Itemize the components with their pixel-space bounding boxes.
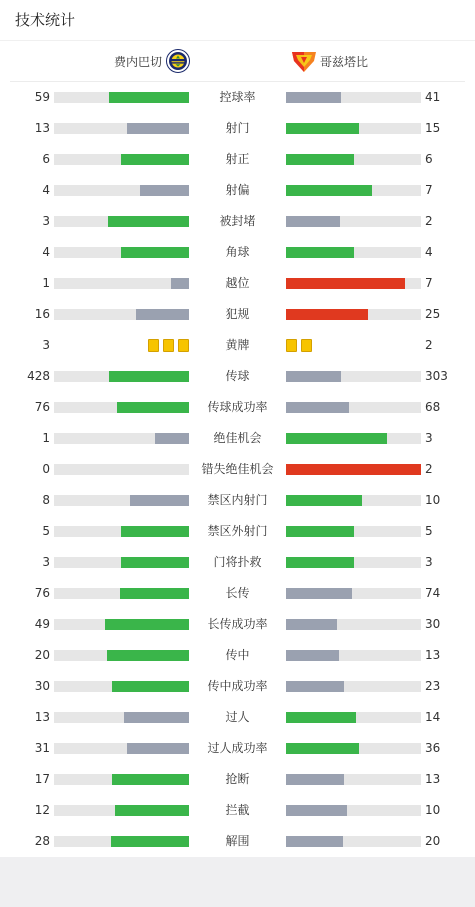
home-stat-bar-fill <box>111 836 189 847</box>
home-stat-value: 76 <box>34 586 50 600</box>
stat-row <box>0 237 475 268</box>
home-stat-bar-track <box>54 712 189 723</box>
home-stat-value: 28 <box>34 834 50 848</box>
away-stat-bar-fill <box>286 154 354 165</box>
away-stat-bar-fill <box>286 433 387 444</box>
stat-row <box>0 578 475 609</box>
stat-row <box>0 175 475 206</box>
away-stat-bar-fill <box>286 185 372 196</box>
stat-row <box>0 671 475 702</box>
goztepe-crest-icon <box>290 49 318 73</box>
stat-label: 传球 <box>225 369 250 383</box>
away-stat-value: 5 <box>425 524 433 538</box>
home-stat-value: 30 <box>34 679 50 693</box>
home-stat-bar-track <box>54 619 189 630</box>
away-stat-bar-track <box>286 433 421 444</box>
away-stat-value: 2 <box>425 214 433 228</box>
stat-row <box>0 764 475 795</box>
stat-label: 射正 <box>225 152 250 166</box>
home-stat-value: 4 <box>42 245 50 259</box>
home-stat-value: 3 <box>42 214 50 228</box>
home-stat-bar-track <box>54 805 189 816</box>
yellow-card-icon <box>286 339 297 352</box>
home-stat-bar-track <box>54 588 189 599</box>
away-stat-bar-fill <box>286 309 368 320</box>
stat-label: 传球成功率 <box>207 400 268 414</box>
away-stat-bar-fill <box>286 402 349 413</box>
away-stat-value: 6 <box>425 152 433 166</box>
home-stat-bar-fill <box>121 154 189 165</box>
home-stat-value: 3 <box>42 338 50 352</box>
home-stat-value: 20 <box>34 648 50 662</box>
teams-header <box>0 41 475 81</box>
home-stat-bar-track <box>54 185 189 196</box>
home-stat-bar-fill <box>140 185 189 196</box>
away-stat-value: 15 <box>425 121 441 135</box>
stat-label: 抢断 <box>225 772 250 786</box>
stat-row <box>0 547 475 578</box>
home-stat-bar-track <box>54 464 189 475</box>
away-stat-bar-fill <box>286 557 354 568</box>
home-stat-bar-fill <box>107 650 189 661</box>
home-stat-bar-fill <box>112 774 189 785</box>
away-stat-value: 41 <box>425 90 441 104</box>
yellow-card-icon <box>178 339 189 352</box>
away-stat-bar-track <box>286 681 421 692</box>
stat-row <box>0 82 475 113</box>
home-stat-bar-fill <box>155 433 189 444</box>
home-stat-bar-track <box>54 526 189 537</box>
away-stat-bar-fill <box>286 216 340 227</box>
home-stat-bar-fill <box>127 743 189 754</box>
away-stat-bar-track <box>286 526 421 537</box>
stat-row <box>0 485 475 516</box>
stat-row <box>0 268 475 299</box>
away-stat-bar-track <box>286 619 421 630</box>
home-stat-bar-fill <box>121 247 189 258</box>
home-stat-bar-track <box>54 92 189 103</box>
stat-label: 传中 <box>225 648 250 662</box>
away-stat-value: 13 <box>425 648 441 662</box>
stat-row <box>0 392 475 423</box>
away-stat-value: 20 <box>425 834 441 848</box>
away-stat-bar-fill <box>286 464 421 475</box>
stat-label: 传中成功率 <box>207 679 268 693</box>
stat-label: 禁区内射门 <box>207 493 268 507</box>
home-stat-bar-track <box>54 557 189 568</box>
home-stat-bar-fill <box>117 402 189 413</box>
away-stat-bar-track <box>286 650 421 661</box>
away-stat-bar-track <box>286 557 421 568</box>
stat-row <box>0 423 475 454</box>
stat-label: 射偏 <box>225 183 250 197</box>
away-stat-bar-track <box>286 247 421 258</box>
stat-row <box>0 609 475 640</box>
yellow-card-icon <box>148 339 159 352</box>
stat-label: 角球 <box>225 245 250 259</box>
home-stat-value: 13 <box>34 121 50 135</box>
stat-label: 拦截 <box>225 803 250 817</box>
home-stat-value: 59 <box>34 90 50 104</box>
away-stat-bar-fill <box>286 712 356 723</box>
home-stat-value: 4 <box>42 183 50 197</box>
stat-label: 黄牌 <box>225 338 250 352</box>
home-stat-bar-fill <box>109 92 189 103</box>
away-stat-bar-track <box>286 464 421 475</box>
home-stat-bar-track <box>54 495 189 506</box>
away-stat-value: 303 <box>425 369 448 383</box>
away-stat-bar-track <box>286 712 421 723</box>
away-stat-bar-fill <box>286 371 341 382</box>
away-stat-bar-fill <box>286 123 359 134</box>
away-stat-bar-track <box>286 805 421 816</box>
yellow-card-icon <box>163 339 174 352</box>
away-stat-value: 68 <box>425 400 441 414</box>
away-stat-bar-track <box>286 216 421 227</box>
away-stat-value: 23 <box>425 679 441 693</box>
away-stat-bar-fill <box>286 681 344 692</box>
stat-row <box>0 826 475 857</box>
away-stat-bar-track <box>286 836 421 847</box>
stat-label: 禁区外射门 <box>207 524 268 538</box>
away-stat-value: 36 <box>425 741 441 755</box>
home-team[interactable] <box>114 49 190 73</box>
away-stat-value: 2 <box>425 338 433 352</box>
home-stat-bar-fill <box>130 495 189 506</box>
home-stat-value: 1 <box>42 431 50 445</box>
away-stat-bar-fill <box>286 743 359 754</box>
home-stat-bar-track <box>54 743 189 754</box>
stat-label: 过人 <box>225 710 250 724</box>
home-yellow-cards <box>148 339 189 352</box>
home-stat-value: 13 <box>34 710 50 724</box>
home-stat-bar-fill <box>108 216 189 227</box>
home-stat-bar-fill <box>124 712 189 723</box>
page-title: 技术统计 <box>15 11 76 29</box>
stat-label: 门将扑救 <box>213 555 262 569</box>
home-stat-value: 17 <box>34 772 50 786</box>
home-stat-value: 12 <box>34 803 50 817</box>
home-stat-value: 1 <box>42 276 50 290</box>
away-stat-bar-track <box>286 185 421 196</box>
stat-label: 射门 <box>225 121 250 135</box>
home-stat-bar-track <box>54 371 189 382</box>
stat-row <box>0 299 475 330</box>
stat-row <box>0 113 475 144</box>
stat-row <box>0 702 475 733</box>
away-stat-bar-track <box>286 123 421 134</box>
stat-row <box>0 733 475 764</box>
away-stat-value: 2 <box>425 462 433 476</box>
stat-row <box>0 144 475 175</box>
away-stat-value: 74 <box>425 586 441 600</box>
away-stat-value: 10 <box>425 493 441 507</box>
stat-label: 长传成功率 <box>207 617 268 631</box>
away-stat-bar-track <box>286 774 421 785</box>
home-stat-value: 0 <box>42 462 50 476</box>
away-stat-value: 13 <box>425 772 441 786</box>
away-stat-value: 3 <box>425 431 433 445</box>
away-stat-bar-track <box>286 495 421 506</box>
away-stat-bar-fill <box>286 526 354 537</box>
away-stat-bar-fill <box>286 805 347 816</box>
home-stat-bar-track <box>54 154 189 165</box>
stat-label: 长传 <box>225 586 250 600</box>
away-stat-value: 10 <box>425 803 441 817</box>
stat-row <box>0 795 475 826</box>
away-stat-bar-track <box>286 154 421 165</box>
home-stat-bar-track <box>54 247 189 258</box>
stat-row <box>0 361 475 392</box>
stat-row <box>0 206 475 237</box>
away-stat-value: 4 <box>425 245 433 259</box>
home-stat-bar-track <box>54 774 189 785</box>
home-stat-value: 16 <box>34 307 50 321</box>
stat-label: 绝佳机会 <box>213 431 262 445</box>
home-stat-bar-fill <box>109 371 189 382</box>
home-stat-bar-fill <box>136 309 189 320</box>
away-stat-value: 25 <box>425 307 441 321</box>
away-stat-value: 30 <box>425 617 441 631</box>
yellow-card-icon <box>301 339 312 352</box>
home-stat-value: 76 <box>34 400 50 414</box>
away-stat-bar-track <box>286 309 421 320</box>
stat-row <box>0 640 475 671</box>
home-stat-bar-fill <box>120 588 189 599</box>
home-stat-bar-fill <box>127 123 189 134</box>
stat-row <box>0 330 475 361</box>
home-stat-bar-track <box>54 402 189 413</box>
stat-row <box>0 516 475 547</box>
stat-label: 控球率 <box>219 90 256 104</box>
home-stat-value: 5 <box>42 524 50 538</box>
away-team-name: 哥兹塔比 <box>320 54 369 69</box>
away-stat-value: 7 <box>425 183 433 197</box>
home-stat-bar-track <box>54 681 189 692</box>
away-stat-bar-fill <box>286 774 344 785</box>
away-stat-bar-fill <box>286 836 343 847</box>
away-yellow-cards <box>286 339 312 352</box>
away-stat-bar-fill <box>286 619 337 630</box>
away-stat-bar-fill <box>286 495 362 506</box>
home-stat-bar-track <box>54 216 189 227</box>
away-team[interactable] <box>290 49 368 73</box>
home-stat-bar-fill <box>112 681 189 692</box>
away-stat-bar-fill <box>286 278 405 289</box>
fenerbahce-crest-icon <box>166 49 190 73</box>
home-stat-bar-track <box>54 309 189 320</box>
stat-label: 被封堵 <box>219 214 256 228</box>
away-stat-bar-track <box>286 278 421 289</box>
home-stat-value: 8 <box>42 493 50 507</box>
away-stat-bar-track <box>286 92 421 103</box>
away-stat-bar-fill <box>286 650 339 661</box>
home-stat-bar-fill <box>121 526 189 537</box>
home-stat-bar-fill <box>171 278 189 289</box>
stat-label: 解围 <box>225 834 250 848</box>
home-stat-bar-fill <box>115 805 189 816</box>
away-stat-value: 3 <box>425 555 433 569</box>
away-stat-bar-fill <box>286 247 354 258</box>
home-stat-bar-track <box>54 278 189 289</box>
away-stat-bar-fill <box>286 92 341 103</box>
away-stat-value: 14 <box>425 710 441 724</box>
home-stat-value: 31 <box>34 741 50 755</box>
home-stat-value: 49 <box>34 617 50 631</box>
stat-row <box>0 454 475 485</box>
away-stat-bar-track <box>286 402 421 413</box>
stat-label: 过人成功率 <box>207 741 268 755</box>
home-stat-bar-fill <box>105 619 189 630</box>
home-stat-bar-track <box>54 123 189 134</box>
home-team-name: 费内巴切 <box>114 54 163 69</box>
home-stat-value: 428 <box>27 369 50 383</box>
home-stat-bar-track <box>54 650 189 661</box>
away-stat-bar-track <box>286 588 421 599</box>
stat-label: 错失绝佳机会 <box>201 462 274 476</box>
away-stat-bar-fill <box>286 588 352 599</box>
home-stat-value: 3 <box>42 555 50 569</box>
home-stat-bar-track <box>54 433 189 444</box>
away-stat-bar-track <box>286 743 421 754</box>
stat-label: 犯规 <box>225 307 250 321</box>
home-stat-bar-track <box>54 836 189 847</box>
stat-label: 越位 <box>225 276 250 290</box>
home-stat-value: 6 <box>42 152 50 166</box>
away-stat-bar-track <box>286 371 421 382</box>
home-stat-bar-fill <box>121 557 189 568</box>
away-stat-value: 7 <box>425 276 433 290</box>
